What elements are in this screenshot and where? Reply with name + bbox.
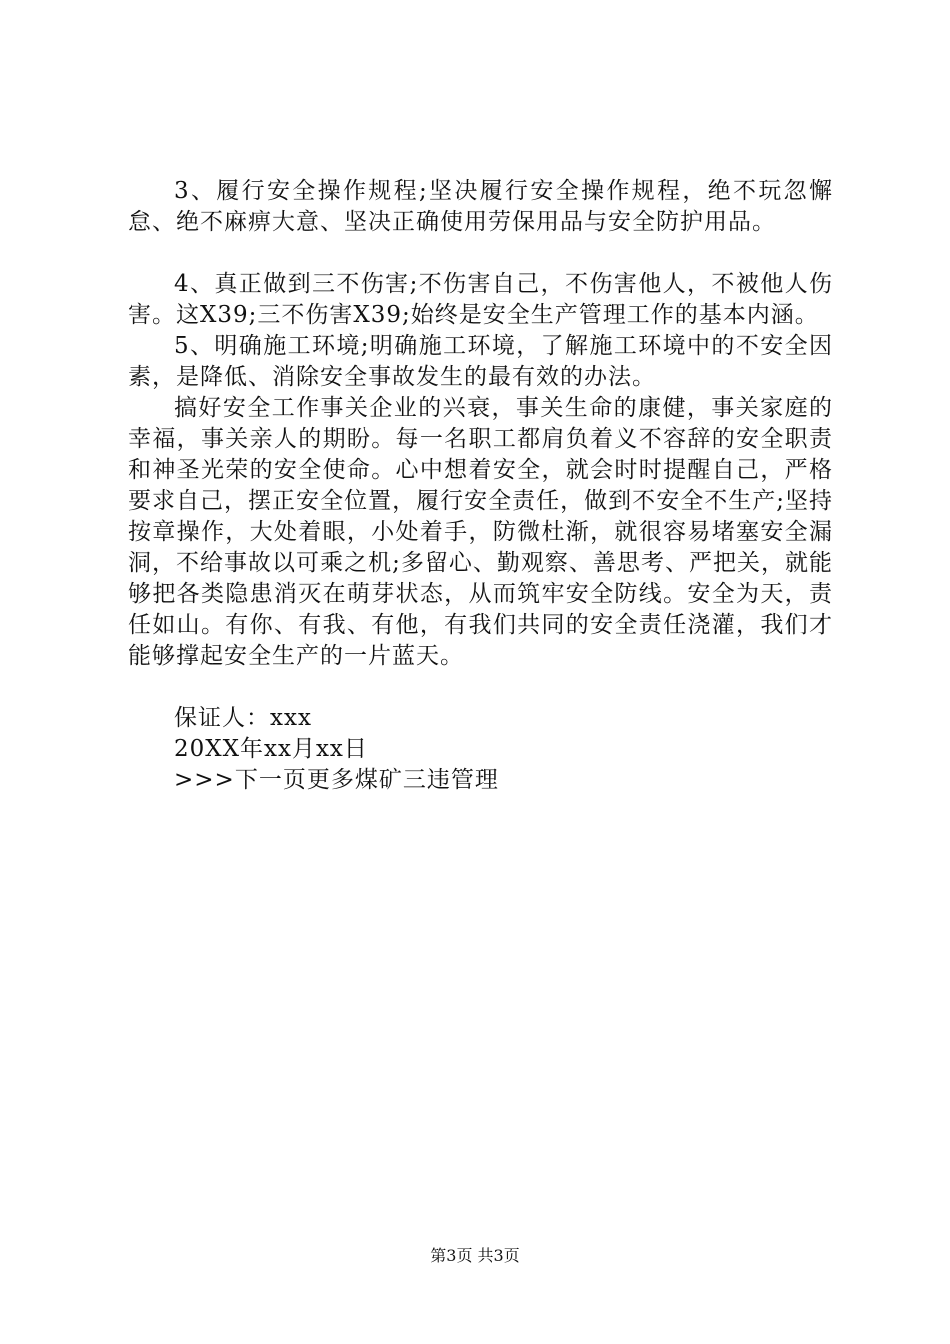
paragraph-gap [128, 672, 833, 703]
paragraph-item-4: 4、真正做到三不伤害;不伤害自己，不伤害他人，不被他人伤害。这X39;三不伤害X39;始终是安全生产管理工作的基本内涵。 [128, 271, 833, 328]
guarantor-line: 保证人：xxx [174, 705, 312, 731]
paragraph-item-5: 5、明确施工环境;明确施工环境，了解施工环境中的不安全因素，是降低、消除安全事故发生的最有效的办法。 [128, 333, 833, 390]
paragraph-gap [128, 238, 833, 269]
page-footer: 第3页 共3页 [430, 1246, 520, 1265]
document-body [128, 176, 833, 796]
paragraph-item-3: 3、履行安全操作规程;坚决履行安全操作规程，绝不玩忽懈怠、绝不麻痹大意、坚决正确使用劳保用品与安全防护用品。 [128, 178, 833, 235]
paragraph-summary: 搞好安全工作事关企业的兴衰，事关生命的康健，事关家庭的幸福，事关亲人的期盼。每一名职工都肩负着义不容辞的安全职责和神圣光荣的安全使命。心中想着安全，就会时时提醒自己，严格要求自己，摆正安全位置，履行安全责任，做到不安全不生产;坚持按章操作，大处着眼，小处着手，防微杜渐，就很容易堵塞安全漏洞，不给事故以可乘之机;多留心、勤观察、善思考、严把关，就能够把各类隐患消灭在萌芽状态，从而筑牢安全防线。安全为天，责任如山。有你、有我、有他，有我们共同的安全责任浇灌，我们才能够撑起安全生产的一片蓝天。 [128, 395, 833, 669]
date-line: 20XX年xx月xx日 [174, 736, 368, 762]
next-page-link[interactable]: >>>下一页更多煤矿三违管理 [174, 767, 499, 793]
